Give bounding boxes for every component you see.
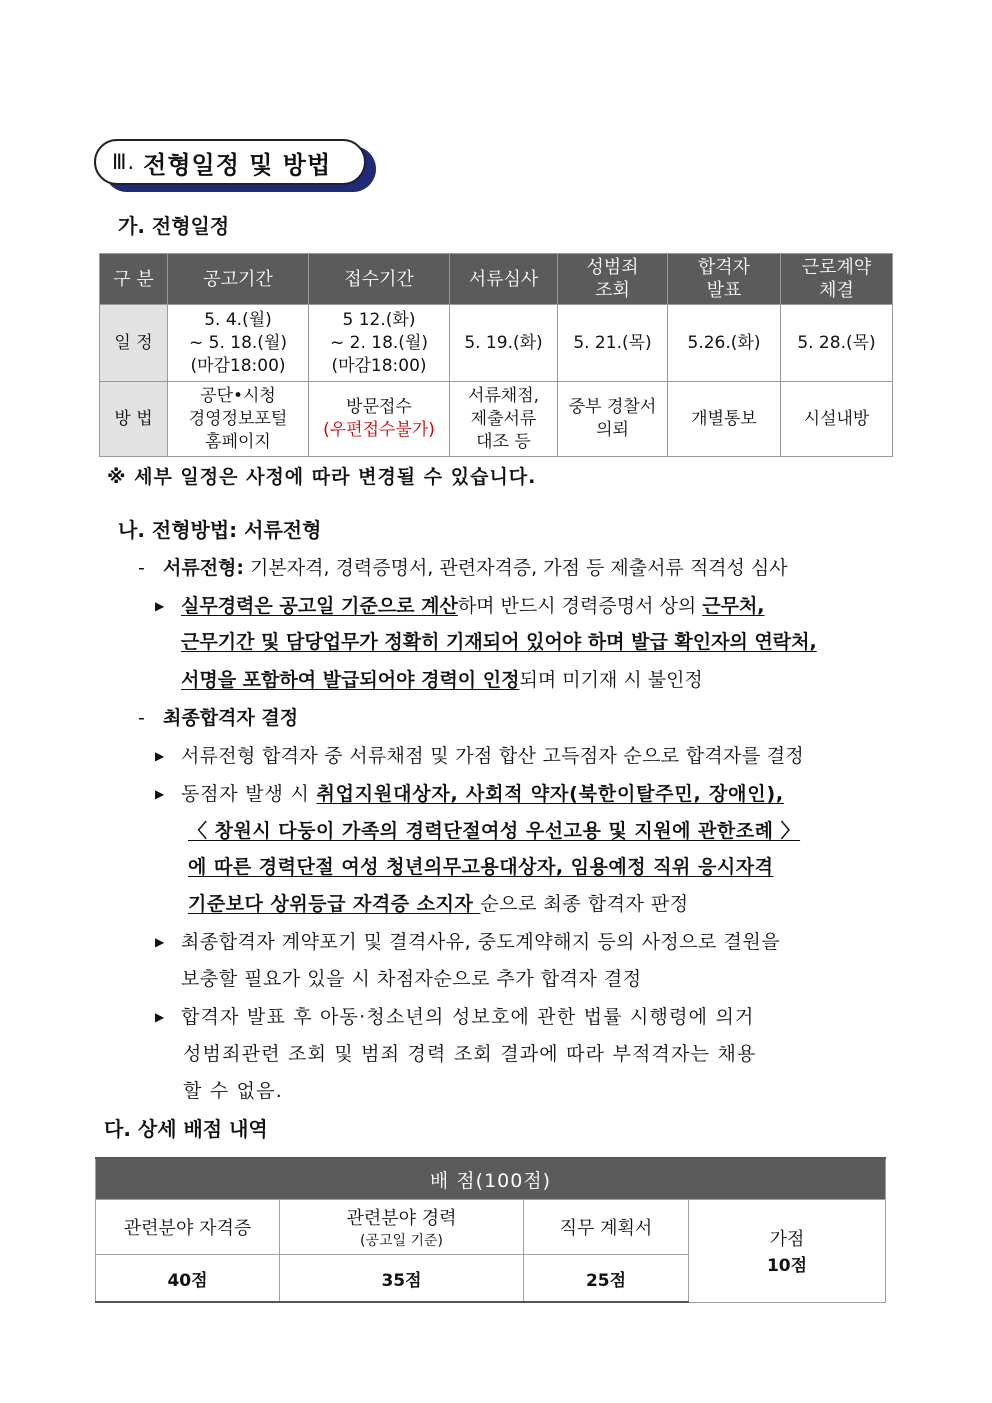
- schedule-header: 서류심사: [450, 254, 558, 305]
- bullet-3-emph4: 기준보다 상위등급 자격증 소지자: [188, 893, 481, 915]
- right-triangle-icon: ▶: [155, 787, 166, 801]
- right-triangle-icon: ▶: [155, 749, 165, 763]
- final-line: [138, 703, 298, 730]
- method-cell: 개별통보: [668, 382, 781, 457]
- bullet-1-line-1: [155, 591, 765, 618]
- bullet-1-emph3: 서명을 포함하여 발급되어야 경력이 인정: [181, 669, 520, 691]
- subheading-b: 나. 전형방법: 서류전형: [118, 518, 322, 542]
- section-roman: Ⅲ.: [112, 150, 136, 174]
- score-bonus-label: 가점: [769, 1229, 805, 1251]
- schedule-table: [99, 253, 893, 457]
- bullet-1-text: 하며 반드시 경력증명서 상의: [457, 595, 703, 617]
- score-col-career-label: 관련분야 경력: [346, 1208, 457, 1229]
- method-cell-visit: [309, 382, 450, 457]
- score-bonus-value: 10점: [766, 1256, 808, 1277]
- bullet-3-line-3: 에 따른 경력단절 여성 청년의무고용대상자, 임용예정 직위 응시자격: [188, 856, 774, 878]
- score-col-plan: 직무 계획서: [524, 1200, 689, 1255]
- bullet-1-emph2: 근무처,: [702, 595, 765, 617]
- bullet-4-line-1: [155, 927, 780, 954]
- doc-screening-label: 서류전형:: [162, 557, 244, 579]
- section-title: 전형일정 및 방법: [143, 150, 332, 179]
- score-title: 배 점(100점): [96, 1158, 886, 1200]
- date-cell: 5. 21.(목): [558, 305, 668, 382]
- row-label-method: 방 법: [100, 382, 168, 457]
- final-label: 최종합격자 결정: [162, 707, 299, 729]
- score-value: 35점: [280, 1255, 524, 1303]
- right-triangle-icon: ▶: [155, 935, 165, 949]
- bullet-3-line-4: [188, 889, 689, 916]
- score-table: [95, 1157, 886, 1303]
- schedule-header: 접수기간: [309, 254, 450, 305]
- schedule-header: 구 분: [100, 254, 168, 305]
- bullet-1-line-2: 근무기간 및 담당업무가 정확히 기재되어 있어야 하며 발급 확인자의 연락처,: [181, 631, 817, 653]
- date-cell: 5 12.(화) ~ 2. 18.(월) (마감18:00): [309, 305, 450, 382]
- bullet-4-line-2: 보충할 필요가 있을 시 차점자순으로 추가 합격자 결정: [181, 968, 642, 990]
- bullet-5-line-1: [155, 1002, 755, 1029]
- date-cell: 5. 28.(목): [781, 305, 893, 382]
- doc-screening-text: 기본자격, 경력증명서, 관련자격증, 가점 등 제출서류 적격성 심사: [244, 557, 788, 579]
- right-triangle-icon: ▶: [155, 1010, 166, 1024]
- score-col-career: [280, 1200, 524, 1255]
- bullet-3-line-1: [155, 779, 784, 806]
- dash: -: [138, 707, 145, 729]
- date-cell: 5. 19.(화): [450, 305, 558, 382]
- bullet-4-text: 최종합격자 계약포기 및 결격사유, 중도계약해지 등의 사정으로 결원을: [181, 931, 781, 953]
- method-cell: 공단•시청 경영정보포털 홈페이지: [168, 382, 309, 457]
- subheading-a: 가. 전형일정: [118, 214, 230, 238]
- bullet-1-emph: 실무경력은 공고일 기준으로 계산: [181, 595, 458, 617]
- dash: -: [138, 557, 145, 579]
- bullet-3-text4: 순으로 최종 합격자 판정: [480, 893, 689, 915]
- bullet-3-text: 동점자 발생 시: [181, 783, 317, 805]
- score-col-license: 관련분야 자격증: [96, 1200, 280, 1255]
- score-value: 25점: [524, 1255, 689, 1303]
- no-mail-note: (우편접수불가): [323, 420, 435, 440]
- bullet-3-line-2: 〈 창원시 다둥이 가족의 경력단절여성 우선고용 및 지원에 관한조례 〉: [188, 820, 801, 842]
- right-triangle-icon: ▶: [155, 599, 165, 613]
- bullet-1-line-3: [181, 665, 703, 692]
- method-cell: 서류채점, 제출서류 대조 등: [450, 382, 558, 457]
- schedule-header: 합격자 발표: [668, 254, 781, 305]
- bullet-5-text: 합격자 발표 후 아동·청소년의 성보호에 관한 법률 시행령에 의거: [181, 1006, 755, 1028]
- row-label-date: 일 정: [100, 305, 168, 382]
- schedule-note: ※ 세부 일정은 사정에 따라 변경될 수 있습니다.: [107, 466, 537, 488]
- bullet-3-emph: 취업지원대상자, 사회적 약자(북한이탈주민, 장애인),: [316, 783, 784, 805]
- method-cell: 시설내방: [781, 382, 893, 457]
- score-bonus: [689, 1200, 886, 1303]
- bullet-5-line-3: 할 수 없음.: [183, 1080, 283, 1102]
- bullet-2: [155, 741, 804, 768]
- schedule-header: 성범죄 조회: [558, 254, 668, 305]
- score-value: 40점: [96, 1255, 280, 1303]
- score-col-career-note: (공고일 기준): [360, 1233, 443, 1249]
- date-cell: 5. 4.(월) ~ 5. 18.(월) (마감18:00): [168, 305, 309, 382]
- schedule-header: 근로계약 체결: [781, 254, 893, 305]
- subheading-c: 다. 상세 배점 내역: [104, 1117, 268, 1141]
- doc-screening-line: [138, 553, 788, 580]
- bullet-2-text: 서류전형 합격자 중 서류채점 및 가점 합산 고득점자 순으로 합격자를 결정: [181, 745, 805, 767]
- bullet-1-text3: 되며 미기재 시 불인정: [519, 669, 703, 691]
- schedule-header: 공고기간: [168, 254, 309, 305]
- method-visit-text: 방문접수: [346, 397, 412, 417]
- section-heading: [94, 139, 366, 185]
- bullet-5-line-2: 성범죄관련 조회 및 범죄 경력 조회 결과에 따라 부적격자는 채용: [183, 1043, 757, 1065]
- date-cell: 5.26.(화): [668, 305, 781, 382]
- method-cell: 중부 경찰서 의뢰: [558, 382, 668, 457]
